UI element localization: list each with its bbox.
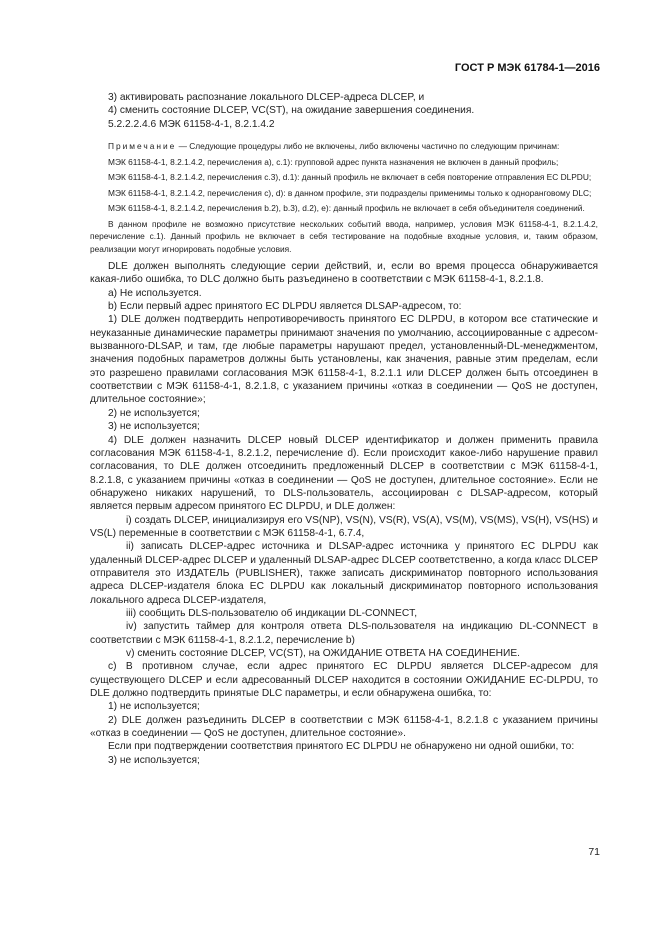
intro-line-1: 3) активировать распознание локального DLCEP-адреса DLCEP, и <box>108 92 425 103</box>
body-paragraph: 2) DLE должен разъединить DLCEP в соответствии с МЭК 61158-4-1, 8.2.1.8 с указанием причины «отказ в соединении — QoS не доступен, длительное состояние». <box>90 714 598 740</box>
body-paragraph: i) создать DLCEP, инициализируя его VS(NP), VS(N), VS(R), VS(A), VS(M), VS(MS), VS(H), VS(HS) и VS(L) переменные в соответствии с МЭК 61158-4-1, 6.7.4, <box>90 514 598 539</box>
body-paragraph: DLE должен выполнять следующие серии действий, и, если во время процесса обнаруживается какая-либо ошибка, то DLC должно быть разъединено в соответствии с МЭК 61158-4-1, 8.2.1.8. <box>90 261 598 286</box>
body-paragraph: а) Не используется. <box>108 287 202 299</box>
intro-line-2: 4) сменить состояние DLCEP, VC(ST), на ожидание завершения соединения. <box>108 105 475 117</box>
body-paragraph: ii) записать DLCEP-адрес источника и DLSAP-адрес источника у принятого EC DLPDU как удаленный DLCEP-адрес DLCEP и удаленный DLSAP-адрес DLCEP соответственно, а когда класс DLCEP отправителя это ИЗДАТЕЛЬ (PUBLISHER), также записать дискриминатор повторного использования адреса DLCEP-издателя блока EC DLPDU как локальный дискриминатор повторного использования локального адреса DLCEP-издателя, <box>90 541 598 606</box>
note-label: Примечание <box>108 141 177 152</box>
body-paragraph: 4) DLE должен назначить DLCEP новый DLCEP идентификатор и должен применить правила согласования МЭК 61158-4-1, 8.2.1.2, перечисление d). Если происходит какое-либо нарушение правил согласования, то DLE должен отсоединить предложенный DLCEP в соответствии с МЭК 61158-4-1, 8.2.1.8, с указанием причины «отказ в соединении — QoS не доступен, длительное состояние». Если не обнаружено никаких нарушений, то DLS-пользователь, ассоциирован с DLSAP-адресом, который является первым адресом принятого EC DLPDU, и DLE должен: <box>90 434 598 513</box>
page-content <box>90 91 598 767</box>
body-paragraph: iii) сообщить DLS-пользователю об индикации DL-CONNECT, <box>126 607 418 619</box>
body-paragraph: 1) не используется; <box>108 701 200 713</box>
note-intro <box>90 140 598 153</box>
body-paragraph: 3) не используется; <box>108 421 200 433</box>
body-paragraph: с) В противном случае, если адрес принятого EC DLPDU является DLCEP-адресом для существующего DLCEP и если адресованный DLCEP находится в состоянии ОЖИДАНИЕ EC-DLPDU, то DLE должно подтвердить принятые DLC параметры, и если обнаружена ошибка, то: <box>90 661 598 700</box>
standard-header: ГОСТ Р МЭК 61784-1—2016 <box>454 62 600 74</box>
body-paragraph: 1) DLE должен подтвердить непротиворечивость принятого EC DLPDU, в котором все статические и неуказанные динамические параметры принимают значения по умолчанию, ассоциированные с адресом-вызванного-DLSAP, и там, где любые параметры нарушают предел, установленный-DL-менеджментом, значения подобных параметров должны быть установлены, как значения, равные этим пределам, если это разрешено правилами согласования МЭК 61158-4-1, 8.2.1.1 или DLCEP должен быть отсоединен в соответствии с МЭК 61158-4-1, 8.2.1.8, с указанием причины «отказ в соединении — QoS не доступен, длительное состояние»; <box>90 314 598 406</box>
body-paragraph: Если при подтверждении соответствия принятого EC DLPDU не обнаружено ни одной ошибки, то: <box>108 741 575 753</box>
body-paragraph: b) Если первый адрес принятого EC DLPDU является DLSAP-адресом, то: <box>108 301 462 313</box>
body-paragraph: 2) не используется; <box>108 407 200 419</box>
note-item: МЭК 61158-4-1, 8.2.1.4.2, перечисления с.3), d.1): данный профиль не включает в себя повторение отправления EC DLPDU; <box>108 172 592 183</box>
body-paragraph: iv) запустить таймер для контроля ответа DLS-пользователя на индикацию DL-CONNECT в соответствии с МЭК 61158-4-1, 8.2.1.2, перечисление b) <box>90 621 598 646</box>
note-item: МЭК 61158-4-1, 8.2.1.4.2, перечисления с), d): в данном профиле, эти подразделы применимы только к одноранговому DLC; <box>108 187 592 198</box>
body-paragraph: v) сменить состояние DLCEP, VC(ST), на ОЖИДАНИЕ ОТВЕТА НА СОЕДИНЕНИЕ. <box>126 648 520 659</box>
body-paragraph: 3) не используется; <box>108 754 200 766</box>
page-number: 71 <box>588 846 600 858</box>
note-item: МЭК 61158-4-1, 8.2.1.4.2, перечисления b.2), b.3), d.2), e): данный профиль не включает в себя объединителя соединений. <box>108 203 585 214</box>
body-text <box>90 260 598 767</box>
note-item: МЭК 61158-4-1, 8.2.1.4.2, перечисления а), с.1): групповой адрес пункта назначения не включен в данный профиль; <box>108 156 559 167</box>
note-text: — Следующие процедуры либо не включены, либо включены частично по следующим причинам: <box>176 141 560 152</box>
note-item: В данном профиле не возможно присутствие нескольких событий ввода, например, условия МЭК 61158-4-1, 8.2.1.4.2, перечисление с.1). Данный профиль не включает в себя тестирование на подобные входные условия, и, таким образом, реализации могут игнорировать подобные условия. <box>90 218 598 254</box>
section-heading: 5.2.2.2.4.6 МЭК 61158-4-1, 8.2.1.4.2 <box>108 118 275 130</box>
